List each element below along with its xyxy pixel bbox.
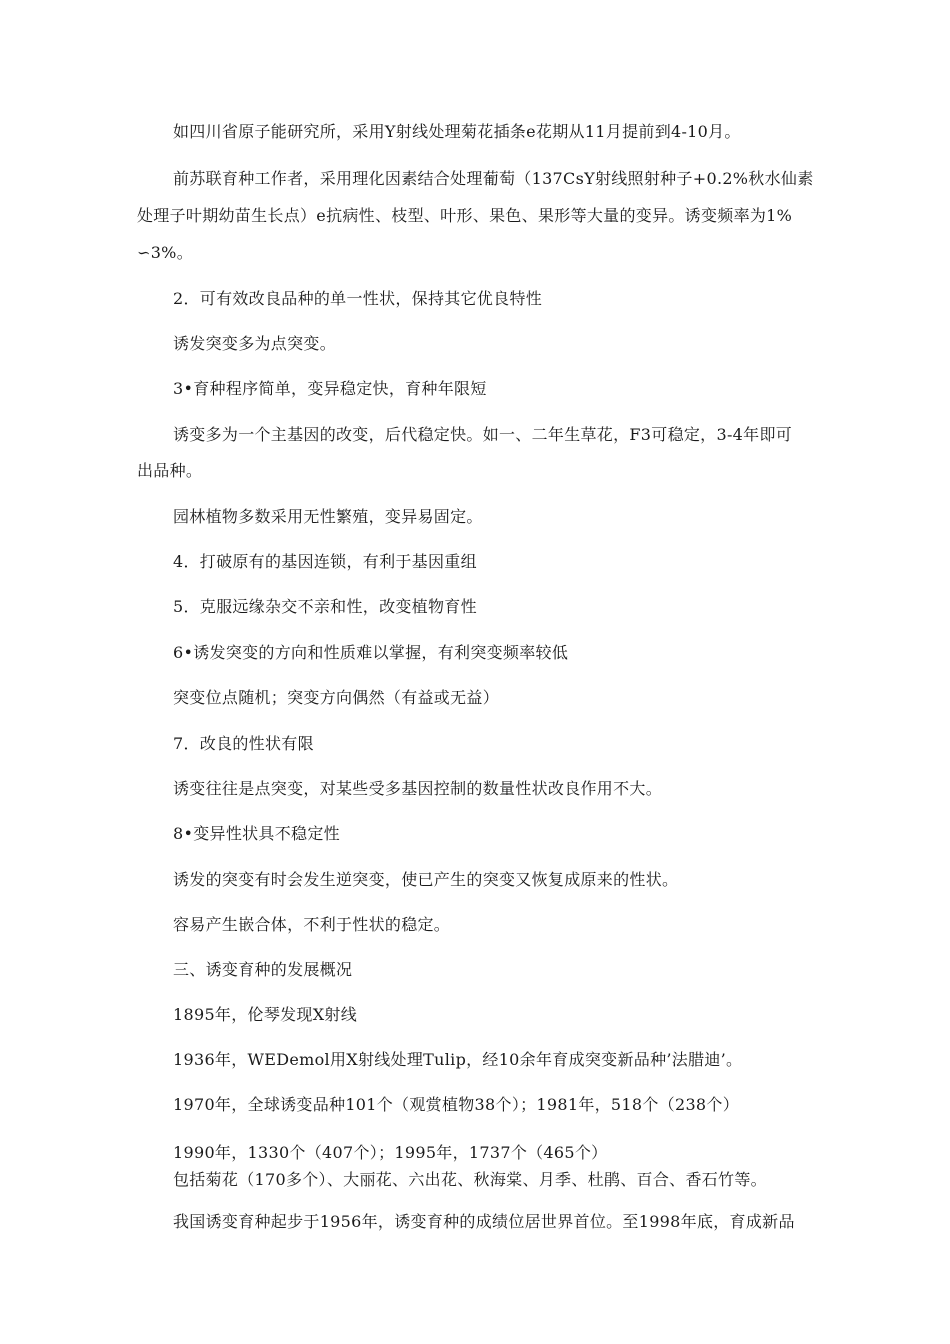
paragraph-line: 处理子叶期幼苗生长点）e抗病性、枝型、叶形、果色、果形等大量的变异。诱变频率为1%: [137, 206, 793, 225]
section-heading: 8•变异性状具不稳定性: [173, 824, 340, 843]
section-heading: 2．可有效改良品种的单一性状，保持其它优良特性: [173, 289, 543, 308]
paragraph-line: 1936年，WEDemol用X射线处理Tulip，经10余年育成突变新品种’法腊迪’。: [173, 1050, 743, 1069]
paragraph-line: 诱变多为一个主基因的改变，后代稳定快。如一、二年生草花，F3可稳定，3-4年即可: [173, 425, 793, 444]
paragraph-line: 包括菊花（170多个）、大丽花、六出花、秋海棠、月季、杜鹃、百合、香石竹等。: [173, 1170, 767, 1189]
section-heading: 三、诱变育种的发展概况: [173, 960, 353, 979]
paragraph-line: 如四川省原子能研究所，采用Y射线处理菊花插条e花期从11月提前到4-10月。: [173, 122, 741, 141]
section-heading: 7．改良的性状有限: [173, 734, 314, 753]
section-heading: 5．克服远缘杂交不亲和性，改变植物育性: [173, 597, 477, 616]
paragraph-line: 突变位点随机；突变方向偶然（有益或无益）: [173, 688, 500, 707]
paragraph-line: 1970年，全球诱变品种101个（观赏植物38个）；1981年，518个（238个）: [173, 1095, 740, 1114]
section-heading: 3•育种程序简单，变异稳定快，育种年限短: [173, 379, 487, 398]
paragraph-line: 园林植物多数采用无性繁殖，变异易固定。: [173, 507, 483, 526]
paragraph-line: 1990年，1330个（407个）；1995年，1737个（465个）: [173, 1143, 608, 1162]
paragraph-line: 容易产生嵌合体，不利于性状的稳定。: [173, 915, 451, 934]
paragraph-line: 诱发突变多为点突变。: [173, 334, 337, 353]
paragraph-line: 前苏联育种工作者，采用理化因素结合处理葡萄（137CsY射线照射种子+0.2%秋水仙素: [173, 169, 814, 188]
paragraph-line: 1895年，伦琴发现X射线: [173, 1005, 358, 1024]
section-heading: 4．打破原有的基因连锁，有利于基因重组: [173, 552, 477, 571]
section-heading: 6•诱发突变的方向和性质难以掌握，有利突变频率较低: [173, 643, 569, 662]
paragraph-line: 诱变往往是点突变，对某些受多基因控制的数量性状改良作用不大。: [173, 779, 663, 798]
paragraph-line: ∽3%。: [137, 243, 193, 262]
paragraph-line: 诱发的突变有时会发生逆突变，使已产生的突变又恢复成原来的性状。: [173, 870, 679, 889]
paragraph-line: 出品种。: [137, 461, 203, 480]
paragraph-line: 我国诱变育种起步于1956年，诱变育种的成绩位居世界首位。至1998年底，育成新品: [173, 1212, 795, 1231]
